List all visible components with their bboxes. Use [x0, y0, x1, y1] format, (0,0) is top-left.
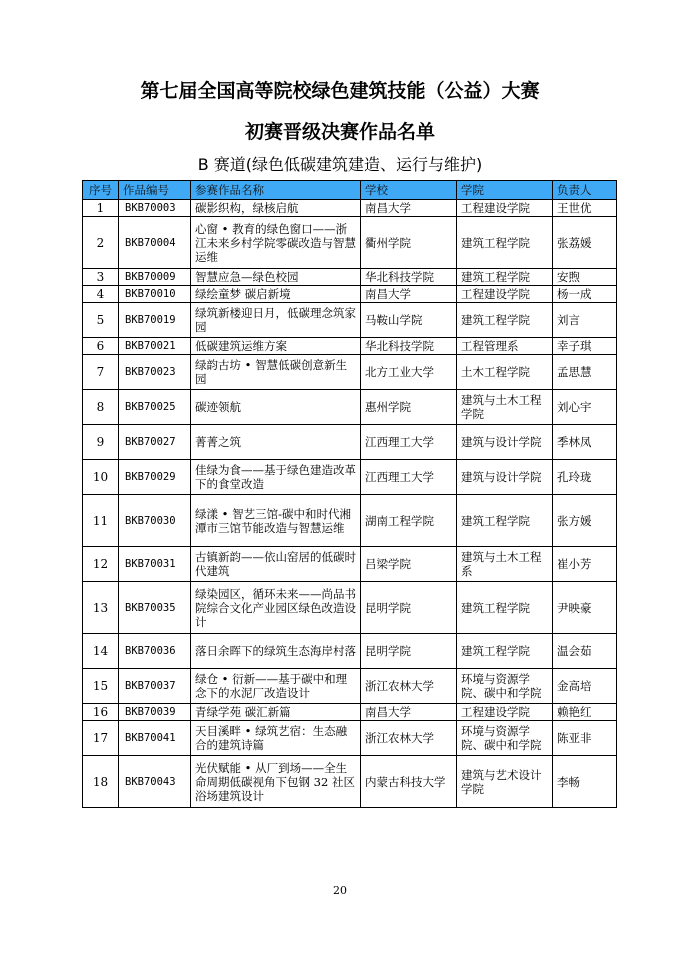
leader-name: 尹映豪: [553, 582, 617, 634]
college-name: 土木工程学院: [457, 355, 553, 390]
row-number: 3: [83, 269, 119, 286]
work-code: BKB70029: [119, 460, 191, 495]
work-code: BKB70030: [119, 495, 191, 547]
table-header-row: [83, 181, 617, 200]
table-row: [83, 425, 617, 460]
school-name: 惠州学院: [361, 390, 457, 425]
school-name: 马鞍山学院: [361, 303, 457, 338]
page-number: 20: [333, 884, 347, 897]
table-row: [83, 756, 617, 808]
work-name: 绿韵古坊 • 智慧低碳创意新生园: [191, 355, 361, 390]
school-name: 浙江农林大学: [361, 669, 457, 704]
table-row: [83, 200, 617, 217]
college-name: 工程管理系: [457, 338, 553, 355]
college-name: 环境与资源学院、碳中和学院: [457, 721, 553, 756]
school-name: 吕梁学院: [361, 547, 457, 582]
col-header-name: 参赛作品名称: [191, 181, 361, 200]
work-name: 落日余晖下的绿筑生态海岸村落: [191, 634, 361, 669]
work-code: BKB70037: [119, 669, 191, 704]
work-name: 青绿学苑 碳汇新篇: [191, 704, 361, 721]
row-number: 9: [83, 425, 119, 460]
row-number: 2: [83, 217, 119, 269]
table-row: [83, 495, 617, 547]
col-header-school: 学校: [361, 181, 457, 200]
college-name: 工程建设学院: [457, 286, 553, 303]
school-name: 南昌大学: [361, 704, 457, 721]
table-row: [83, 390, 617, 425]
table-row: [83, 269, 617, 286]
work-code: BKB70009: [119, 269, 191, 286]
table-row: [83, 547, 617, 582]
row-number: 1: [83, 200, 119, 217]
work-name: 碳影织构，绿核启航: [191, 200, 361, 217]
work-code: BKB70039: [119, 704, 191, 721]
leader-name: 孔玲珑: [553, 460, 617, 495]
row-number: 17: [83, 721, 119, 756]
work-name: 碳迹领航: [191, 390, 361, 425]
leader-name: 张方媛: [553, 495, 617, 547]
leader-name: 季林凤: [553, 425, 617, 460]
row-number: 8: [83, 390, 119, 425]
leader-name: 刘心宇: [553, 390, 617, 425]
school-name: 华北科技学院: [361, 338, 457, 355]
row-number: 14: [83, 634, 119, 669]
college-name: 建筑与艺术设计学院: [457, 756, 553, 808]
school-name: 湖南工程学院: [361, 495, 457, 547]
work-name: 绿漾 • 智艺三馆-碳中和时代湘潭市三馆节能改造与智慧运维: [191, 495, 361, 547]
work-name: 光伏赋能 • 从厂到场——全生命周期低碳视角下包钢 32 社区浴场建筑设计: [191, 756, 361, 808]
table-row: [83, 634, 617, 669]
work-name: 绿仓 • 衍新——基于碳中和理念下的水泥厂改造设计: [191, 669, 361, 704]
college-name: 建筑工程学院: [457, 303, 553, 338]
col-header-code: 作品编号: [119, 181, 191, 200]
school-name: 北方工业大学: [361, 355, 457, 390]
college-name: 建筑与设计学院: [457, 460, 553, 495]
school-name: 浙江农林大学: [361, 721, 457, 756]
work-code: BKB70035: [119, 582, 191, 634]
work-code: BKB70010: [119, 286, 191, 303]
table-row: [83, 355, 617, 390]
school-name: 衢州学院: [361, 217, 457, 269]
col-header-leader: 负责人: [553, 181, 617, 200]
leader-name: 赖艳红: [553, 704, 617, 721]
work-code: BKB70031: [119, 547, 191, 582]
leader-name: 崔小芳: [553, 547, 617, 582]
school-name: 南昌大学: [361, 286, 457, 303]
table-row: [83, 338, 617, 355]
leader-name: 张荔媛: [553, 217, 617, 269]
finalists-table: [82, 180, 617, 808]
school-name: 江西理工大学: [361, 460, 457, 495]
work-code: BKB70021: [119, 338, 191, 355]
work-code: BKB70025: [119, 390, 191, 425]
college-name: 建筑与土木工程学院: [457, 390, 553, 425]
row-number: 12: [83, 547, 119, 582]
work-name: 智慧应急—绿色校园: [191, 269, 361, 286]
row-number: 10: [83, 460, 119, 495]
document-subtitle-list: 初赛晋级决赛作品名单: [244, 121, 435, 143]
row-number: 16: [83, 704, 119, 721]
table-row: [83, 704, 617, 721]
row-number: 7: [83, 355, 119, 390]
college-name: 建筑与土木工程系: [457, 547, 553, 582]
work-code: BKB70004: [119, 217, 191, 269]
table-row: [83, 217, 617, 269]
table-row: [83, 582, 617, 634]
table-row: [83, 721, 617, 756]
work-code: BKB70023: [119, 355, 191, 390]
work-code: BKB70003: [119, 200, 191, 217]
work-code: BKB70027: [119, 425, 191, 460]
college-name: 建筑工程学院: [457, 217, 553, 269]
work-code: BKB70041: [119, 721, 191, 756]
work-name: 天目溪畔 • 绿筑艺宿：生态融合的建筑诗篇: [191, 721, 361, 756]
col-header-number: 序号: [83, 181, 119, 200]
work-name: 心窗 • 教育的绿色窗口——浙江未来乡村学院零碳改造与智慧运维: [191, 217, 361, 269]
college-name: 建筑与设计学院: [457, 425, 553, 460]
work-name: 佳绿为食——基于绿色建造改革下的食堂改造: [191, 460, 361, 495]
school-name: 内蒙古科技大学: [361, 756, 457, 808]
document-title: 第七届全国高等院校绿色建筑技能（公益）大赛: [140, 80, 540, 102]
school-name: 昆明学院: [361, 582, 457, 634]
work-name: 绿染园区，循环未来——尚品书院综合文化产业园区绿色改造设计: [191, 582, 361, 634]
table-row: [83, 460, 617, 495]
work-name: 菁菁之筑: [191, 425, 361, 460]
table-row: [83, 303, 617, 338]
row-number: 15: [83, 669, 119, 704]
college-name: 工程建设学院: [457, 704, 553, 721]
row-number: 4: [83, 286, 119, 303]
table-row: [83, 669, 617, 704]
leader-name: 陈亚非: [553, 721, 617, 756]
row-number: 11: [83, 495, 119, 547]
college-name: 环境与资源学院、碳中和学院: [457, 669, 553, 704]
school-name: 昆明学院: [361, 634, 457, 669]
work-code: BKB70019: [119, 303, 191, 338]
work-code: BKB70043: [119, 756, 191, 808]
row-number: 13: [83, 582, 119, 634]
leader-name: 李畅: [553, 756, 617, 808]
col-header-college: 学院: [457, 181, 553, 200]
row-number: 6: [83, 338, 119, 355]
track-subtitle: B 赛道(绿色低碳建筑建造、运行与维护): [197, 155, 483, 174]
school-name: 南昌大学: [361, 200, 457, 217]
leader-name: 安煦: [553, 269, 617, 286]
work-code: BKB70036: [119, 634, 191, 669]
work-name: 绿筑新楼迎日月，低碳理念筑家园: [191, 303, 361, 338]
work-name: 低碳建筑运维方案: [191, 338, 361, 355]
work-name: 绿绘童梦 碳启新境: [191, 286, 361, 303]
college-name: 建筑工程学院: [457, 634, 553, 669]
row-number: 18: [83, 756, 119, 808]
school-name: 华北科技学院: [361, 269, 457, 286]
row-number: 5: [83, 303, 119, 338]
leader-name: 幸子琪: [553, 338, 617, 355]
college-name: 工程建设学院: [457, 200, 553, 217]
college-name: 建筑工程学院: [457, 495, 553, 547]
leader-name: 刘言: [553, 303, 617, 338]
work-name: 古镇新韵——依山窑居的低碳时代建筑: [191, 547, 361, 582]
college-name: 建筑工程学院: [457, 582, 553, 634]
school-name: 江西理工大学: [361, 425, 457, 460]
leader-name: 金高培: [553, 669, 617, 704]
college-name: 建筑工程学院: [457, 269, 553, 286]
leader-name: 孟思慧: [553, 355, 617, 390]
table-row: [83, 286, 617, 303]
leader-name: 温会茹: [553, 634, 617, 669]
leader-name: 王世优: [553, 200, 617, 217]
leader-name: 杨一成: [553, 286, 617, 303]
